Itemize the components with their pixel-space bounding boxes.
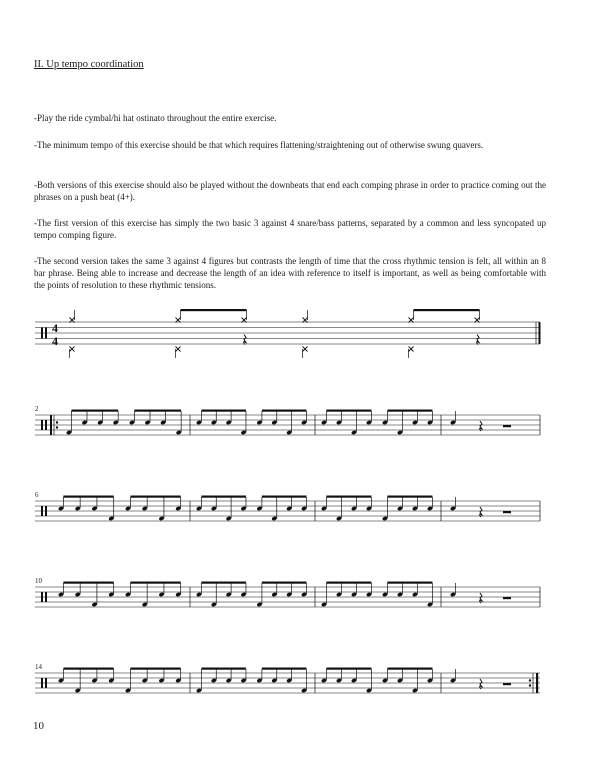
measure-number-10: 10 [35,577,42,585]
half-rest [503,425,511,427]
half-rest [503,511,511,513]
quarter-rest [477,335,479,345]
beam [130,668,180,670]
paragraph-minimum-tempo: -The minimum tempo of this exercise should be that which requires flattening/straightening out of otherwise swung quavers. [34,140,484,150]
percussion-clef [41,592,43,602]
measure-number-6: 6 [35,491,39,499]
percussion-clef [45,328,47,339]
section-heading: II. Up tempo coordination [34,59,144,70]
final-barline [539,322,541,344]
beam [326,496,371,498]
beam [326,668,371,670]
repeat-dot [56,426,58,428]
beam [130,496,180,498]
repeat-end-barline [536,673,538,693]
beam [63,496,113,498]
beam [201,496,246,498]
beam [387,582,432,584]
percussion-clef [41,678,43,688]
percussion-clef [41,420,43,430]
beam [130,582,180,584]
percussion-clef [41,328,43,339]
beam [134,410,181,412]
beam [262,668,307,670]
quarter-rest [480,507,482,517]
beam [262,496,307,498]
beam [262,582,307,584]
quarter-rest [244,335,246,345]
beam [63,668,113,670]
paragraph-first-version: -The first version of this exercise has simply the two basic 3 against 4 snare/bass patterns, separated by a common and less syncopated up tempo comping figure. [34,218,546,240]
time-signature: 4 [52,334,58,348]
beam [201,582,246,584]
half-rest [503,683,511,685]
percussion-clef [45,506,47,516]
repeat-start-barline [50,415,52,435]
measure-number-14: 14 [35,663,42,671]
quarter-rest [480,593,482,603]
beam [181,309,247,311]
paragraph-without-downbeats: -Both versions of this exercise should also be played without the downbeats that end each comping phrase in order to practice coming out the phrases on a push beat (4+). [34,180,546,202]
percussion-clef [45,678,47,688]
beam [201,668,246,670]
half-rest [503,597,511,599]
beam [63,582,113,584]
beam [387,410,432,412]
paragraph-second-version: -The second version takes the same 3 against 4 figures but contrasts the length of time that the cross rhythmic tension is felt, all within an 8 bar phrase. Being able to increase and decrease the length of an idea with reference to itself is important, as well as being comfortable with the points of resolution to these rhythmic tensions. [34,256,546,290]
beam [262,410,307,412]
beam [326,410,371,412]
beam [71,410,118,412]
beam [326,582,371,584]
page-number: 10 [33,720,44,732]
beam [387,668,432,670]
time-signature: 4 [52,321,58,335]
repeat-dot [529,684,531,686]
beam [201,410,246,412]
percussion-clef [45,592,47,602]
measure-number-2: 2 [35,405,39,413]
beam [387,496,432,498]
paragraph-ostinato: -Play the ride cymbal/hi hat ostinato throughout the entire exercise. [34,113,277,123]
percussion-clef [45,420,47,430]
beam [414,309,480,311]
repeat-dot [56,421,58,423]
percussion-clef [41,506,43,516]
quarter-rest [480,421,482,431]
quarter-rest [480,679,482,689]
repeat-dot [529,679,531,681]
